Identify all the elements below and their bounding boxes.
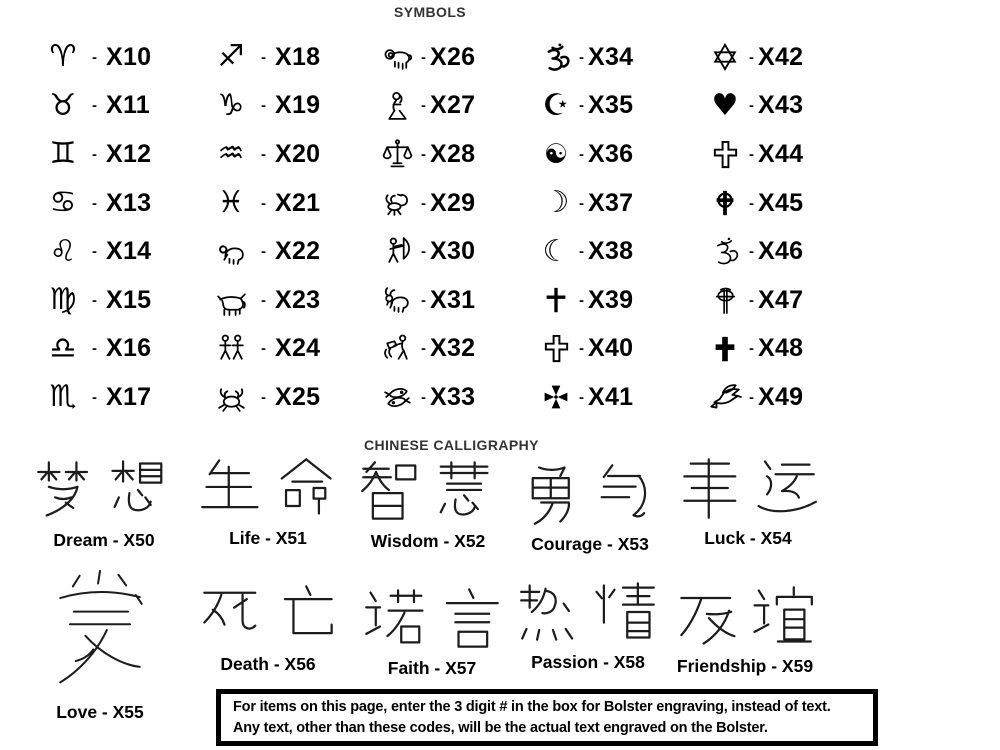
symbol-icon-slot [702, 42, 748, 72]
code-separator: - [92, 388, 97, 406]
symbol-icon-slot [702, 139, 748, 170]
symbol-icon-slot [534, 233, 578, 269]
ram-pictograph-icon [215, 235, 248, 268]
symbol-row [374, 82, 475, 131]
code-separator: - [92, 291, 97, 309]
symbol-row [38, 276, 151, 325]
calligraphy-item [518, 580, 658, 673]
calligraphy-row-1 [0, 456, 1000, 566]
code-separator: - [749, 194, 754, 212]
code-separator: - [92, 194, 97, 212]
symbol-row [702, 33, 803, 82]
symbols-column-1 [38, 33, 151, 422]
code-separator: - [749, 388, 754, 406]
hanzi-luck-icon [678, 456, 818, 520]
code-separator: - [421, 340, 426, 358]
symbol-row [374, 373, 475, 422]
hanzi-wisdom-icon [358, 459, 498, 523]
latin-cross-icon [541, 285, 571, 315]
symbol-icon-slot [534, 185, 578, 221]
hanzi-love-icon [46, 568, 154, 694]
aries-glyph-icon: ♈ [49, 39, 77, 75]
heart-icon: ♥ [711, 87, 739, 123]
symbol-code: X45 [758, 188, 804, 217]
symbol-row [38, 373, 151, 422]
symbols-column-5 [702, 33, 803, 422]
symbol-icon-slot [702, 236, 748, 267]
symbol-row [38, 33, 151, 82]
lion-pictograph-icon [381, 41, 414, 74]
symbol-row [205, 276, 320, 325]
symbol-code: X38 [588, 237, 634, 266]
hanzi-graphic [518, 580, 658, 644]
hanzi-life-icon [198, 456, 338, 520]
symbol-icon-slot [38, 39, 88, 75]
ornate-crucifix-icon [710, 285, 741, 316]
om-line-icon [710, 236, 741, 267]
symbol-code: X32 [430, 334, 476, 363]
goat-pictograph-icon [381, 284, 414, 317]
taurus-glyph-icon: ♉ [49, 87, 77, 123]
code-separator: - [92, 97, 97, 115]
symbol-icon-slot [205, 87, 257, 123]
calligraphy-item [198, 456, 338, 549]
symbol-code: X30 [430, 237, 476, 266]
symbol-code: X48 [758, 334, 804, 363]
symbol-code: X18 [275, 42, 321, 71]
symbol-code: X40 [588, 334, 634, 363]
symbol-code: X26 [430, 42, 476, 71]
symbol-code: X25 [275, 382, 321, 411]
symbol-row [205, 33, 320, 82]
symbol-row [38, 179, 151, 228]
code-separator: - [421, 145, 426, 163]
calligraphy-label: Luck - X54 [704, 528, 792, 548]
code-separator: - [421, 243, 426, 261]
symbol-row [205, 373, 320, 422]
symbol-icon-slot [534, 383, 578, 411]
gemini-glyph-icon: ♊ [49, 136, 77, 172]
symbol-row [374, 130, 475, 179]
code-separator: - [261, 243, 266, 261]
yin-yang-icon: ☯ [543, 138, 569, 170]
symbol-code: X36 [588, 139, 634, 168]
code-separator: - [92, 243, 97, 261]
calligraphy-label: Life - X51 [229, 528, 307, 548]
scales-pictograph-icon [381, 138, 414, 171]
symbol-icon-slot [205, 136, 257, 172]
symbol-row [702, 276, 803, 325]
code-separator: - [749, 340, 754, 358]
symbol-icon-slot [534, 333, 578, 364]
star-and-crescent-icon: ☪ [542, 87, 570, 123]
symbol-icon-slot [702, 285, 748, 316]
symbol-icon-slot [534, 87, 578, 123]
symbol-code: X17 [106, 382, 152, 411]
symbol-icon-slot [702, 188, 748, 218]
calligraphy-item [520, 462, 660, 555]
calligraphy-item [675, 584, 815, 677]
hanzi-graphic [362, 586, 502, 650]
symbol-icon-slot [374, 235, 420, 268]
symbol-row [534, 130, 633, 179]
code-separator: - [261, 97, 266, 115]
calligraphy-item [46, 568, 154, 723]
code-separator: - [421, 97, 426, 115]
symbols-column-4 [534, 33, 633, 422]
leo-glyph-icon: ♌ [49, 233, 77, 269]
archer-pictograph-icon [381, 235, 414, 268]
symbol-code: X11 [106, 91, 151, 120]
calligraphy-label: Faith - X57 [387, 658, 477, 678]
code-separator: - [579, 194, 584, 212]
symbol-icon-slot [702, 334, 748, 364]
symbol-code: X41 [588, 382, 634, 411]
symbol-code: X46 [758, 237, 804, 266]
symbol-icon-slot [374, 89, 420, 122]
cancer-glyph-icon: ♋ [49, 185, 77, 221]
symbol-row [205, 179, 320, 228]
symbol-row [374, 325, 475, 374]
symbol-code: X27 [430, 91, 476, 120]
symbol-icon-slot [205, 235, 257, 268]
bold-cross-icon [710, 334, 740, 364]
code-separator: - [749, 243, 754, 261]
calligraphy-item [362, 586, 502, 679]
symbol-code: X12 [106, 139, 152, 168]
hanzi-graphic [678, 456, 818, 520]
symbol-row [205, 82, 320, 131]
hanzi-friendship-icon [675, 584, 815, 648]
symbol-row [205, 227, 320, 276]
calligraphy-item [358, 459, 498, 552]
code-separator: - [261, 48, 266, 66]
symbol-code: X29 [430, 188, 476, 217]
calligraphy-item [34, 458, 174, 551]
bull-pictograph-icon [215, 284, 248, 317]
calligraphy-label: Dream - X50 [53, 530, 155, 550]
symbol-row [374, 179, 475, 228]
outline-cross-icon [710, 139, 741, 170]
symbol-code: X37 [588, 188, 634, 217]
symbol-icon-slot [38, 233, 88, 269]
code-separator: - [579, 291, 584, 309]
symbol-code: X19 [275, 91, 321, 120]
code-separator: - [421, 388, 426, 406]
symbol-icon-slot [38, 330, 88, 366]
crab-pictograph-icon [215, 381, 248, 414]
code-separator: - [92, 145, 97, 163]
maltese-cross-icon [542, 383, 570, 411]
symbol-icon-slot [205, 381, 257, 414]
symbol-code: X16 [106, 334, 152, 363]
hanzi-graphic [34, 458, 174, 522]
symbol-icon-slot [205, 39, 257, 75]
symbols-section-title: SYMBOLS [394, 4, 467, 20]
hanzi-passion-icon [518, 580, 658, 644]
calligraphy-label: Passion - X58 [531, 652, 645, 672]
code-separator: - [749, 48, 754, 66]
symbol-row [702, 373, 803, 422]
symbol-icon-slot [38, 136, 88, 172]
crescent-moon-left-icon: ☾ [542, 233, 570, 269]
symbol-icon-slot [38, 379, 88, 415]
symbol-row [702, 82, 803, 131]
fish-pictograph-icon [381, 381, 414, 414]
symbol-code: X47 [758, 285, 804, 314]
symbol-row [38, 82, 151, 131]
code-separator: - [421, 291, 426, 309]
symbol-row [534, 373, 633, 422]
symbol-icon-slot [534, 285, 578, 315]
symbol-code: X44 [758, 139, 804, 168]
symbol-icon-slot [374, 187, 420, 220]
dove-icon [708, 380, 742, 414]
symbol-code: X35 [588, 91, 634, 120]
code-separator: - [579, 145, 584, 163]
outline-cross-icon [541, 333, 572, 364]
calligraphy-label: Death - X56 [220, 654, 316, 674]
symbol-code: X34 [588, 42, 634, 71]
symbol-code: X42 [758, 42, 804, 71]
symbol-icon-slot [38, 282, 88, 318]
symbol-code: X28 [430, 139, 476, 168]
symbol-icon-slot [374, 284, 420, 317]
symbol-code: X24 [275, 334, 321, 363]
symbol-row [534, 276, 633, 325]
symbol-row [702, 325, 803, 374]
calligraphy-label: Love - X55 [56, 702, 144, 722]
calligraphy-section-title: CHINESE CALLIGRAPHY [364, 437, 539, 453]
symbol-row [38, 227, 151, 276]
hanzi-death-icon [198, 582, 338, 646]
code-separator: - [749, 291, 754, 309]
twins-pictograph-icon [215, 332, 248, 365]
symbol-row [534, 325, 633, 374]
code-separator: - [261, 340, 266, 358]
symbol-code: X13 [106, 188, 152, 217]
code-separator: - [261, 194, 266, 212]
code-separator: - [749, 97, 754, 115]
symbol-icon-slot [374, 41, 420, 74]
symbol-row [534, 227, 633, 276]
libra-glyph-icon: ♎ [49, 330, 77, 366]
hanzi-dream-icon [34, 458, 174, 522]
symbol-icon-slot [205, 332, 257, 365]
symbol-row [374, 33, 475, 82]
symbol-code: X23 [275, 285, 321, 314]
symbol-row [534, 82, 633, 131]
code-separator: - [749, 145, 754, 163]
star-of-david-icon [710, 42, 740, 72]
symbol-row [205, 130, 320, 179]
symbol-icon-slot [534, 42, 578, 73]
pisces-glyph-icon: ♓ [217, 185, 245, 221]
symbol-row [205, 325, 320, 374]
symbol-icon-slot [38, 87, 88, 123]
symbol-code: X15 [106, 285, 152, 314]
code-separator: - [421, 194, 426, 212]
notice-line-1: For items on this page, enter the 3 digit # in the box for Bolster engraving, instead of text. [233, 699, 831, 715]
symbol-row [38, 130, 151, 179]
code-separator: - [579, 48, 584, 66]
calligraphy-label: Friendship - X59 [676, 656, 814, 676]
symbol-icon-slot [374, 138, 420, 171]
symbols-column-2 [205, 33, 320, 422]
capricorn-glyph-icon: ♑ [217, 87, 245, 123]
symbol-code: X33 [430, 382, 476, 411]
calligraphy-label: Wisdom - X52 [370, 531, 486, 551]
symbols-column-3 [374, 33, 475, 422]
symbol-icon-slot [702, 87, 748, 123]
sagittarius-glyph-icon: ♐ [217, 39, 245, 75]
symbol-code: X10 [106, 42, 152, 71]
water-bearer-pictograph-icon [381, 332, 414, 365]
code-separator: - [261, 145, 266, 163]
symbol-code: X39 [588, 285, 634, 314]
code-separator: - [579, 243, 584, 261]
symbol-row [374, 276, 475, 325]
symbol-row [534, 33, 633, 82]
symbol-row [702, 130, 803, 179]
aquarius-glyph-icon: ♒ [217, 136, 245, 172]
virgo-glyph-icon: ♍ [49, 282, 77, 318]
code-separator: - [579, 340, 584, 358]
crescent-moon-right-icon: ☽ [542, 185, 570, 221]
symbol-icon-slot [38, 185, 88, 221]
symbol-row [702, 227, 803, 276]
hanzi-graphic [198, 456, 338, 520]
symbol-code: X22 [275, 237, 321, 266]
symbol-icon-slot [374, 381, 420, 414]
calligraphy-item [678, 456, 818, 549]
symbol-icon-slot [702, 380, 748, 414]
code-separator: - [92, 48, 97, 66]
code-separator: - [261, 291, 266, 309]
hanzi-graphic [675, 584, 815, 648]
symbol-code: X20 [275, 139, 321, 168]
hanzi-graphic [520, 462, 660, 526]
code-separator: - [261, 388, 266, 406]
notice-line-2: Any text, other than these codes, will be the actual text engraved on the Bolster. [233, 719, 768, 736]
scorpion-pictograph-icon [381, 187, 414, 220]
symbol-code: X43 [758, 91, 804, 120]
code-separator: - [579, 388, 584, 406]
symbol-row [38, 325, 151, 374]
celtic-cross-icon [710, 188, 740, 218]
symbol-icon-slot [205, 284, 257, 317]
symbol-icon-slot [534, 138, 578, 170]
hanzi-graphic [358, 459, 498, 523]
symbol-icon-slot [374, 332, 420, 365]
hanzi-graphic [198, 582, 338, 646]
symbol-row [374, 227, 475, 276]
code-separator: - [421, 48, 426, 66]
code-separator: - [92, 340, 97, 358]
maiden-pictograph-icon [381, 89, 414, 122]
symbol-icon-slot [205, 185, 257, 221]
hanzi-graphic [46, 568, 154, 694]
hanzi-faith-icon [362, 586, 502, 650]
symbols-grid [0, 33, 1000, 425]
calligraphy-item [198, 582, 338, 675]
notice-box [216, 689, 878, 746]
symbol-row [702, 179, 803, 228]
om-bold-icon [541, 42, 572, 73]
symbol-row [534, 179, 633, 228]
symbol-code: X49 [758, 382, 804, 411]
hanzi-courage-icon [520, 462, 660, 526]
symbol-code: X31 [430, 285, 476, 314]
symbol-code: X14 [106, 237, 152, 266]
code-separator: - [579, 97, 584, 115]
symbol-code: X21 [275, 188, 321, 217]
calligraphy-label: Courage - X53 [531, 534, 649, 554]
scorpio-glyph-icon: ♏ [49, 379, 77, 415]
